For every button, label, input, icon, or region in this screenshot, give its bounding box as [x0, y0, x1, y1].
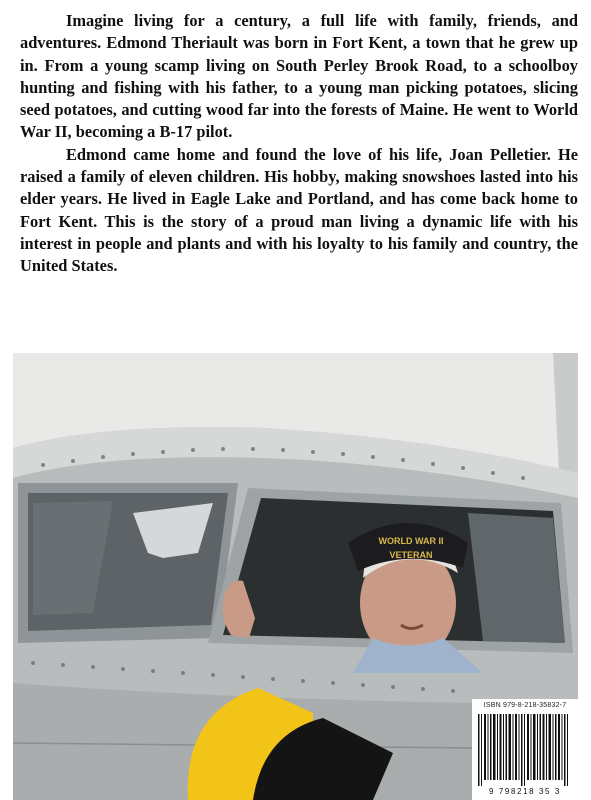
back-cover-blurb — [20, 10, 578, 278]
cap-line-2: VETERAN — [389, 550, 433, 560]
isbn-label: ISBN 979-8-218-35832-7 — [472, 699, 578, 712]
barcode-bars — [472, 712, 578, 786]
blurb-paragraph-2: Edmond came home and found the love of his life, Joan Pelletier. He raised a family of eleven children. His hobby, making snowshoes lasted into his elder years. He lived in Eagle Lake and Portland, and has come back home to Fort Kent. This is the story of a proud man living a dynamic life with his interest in people and plants and with his loyalty to his family and country, the United States. — [20, 144, 578, 276]
isbn-digits: 9 798218 35 3 — [472, 786, 578, 798]
cap-line-1: WORLD WAR II — [378, 536, 444, 546]
blurb-paragraph-1: Imagine living for a century, a full life with family, friends, and adventures. Edmond Theriault was born in Fort Kent, a town that he grew up in. From a young scamp living on South Perley Brook Road, to a schoolboy hunting and fishing with his father, to a young man picking potatoes, slicing seed potatoes, and cutting wood far into the forests of Maine. He went to World War II, becoming a B-17 pilot. — [20, 11, 578, 142]
